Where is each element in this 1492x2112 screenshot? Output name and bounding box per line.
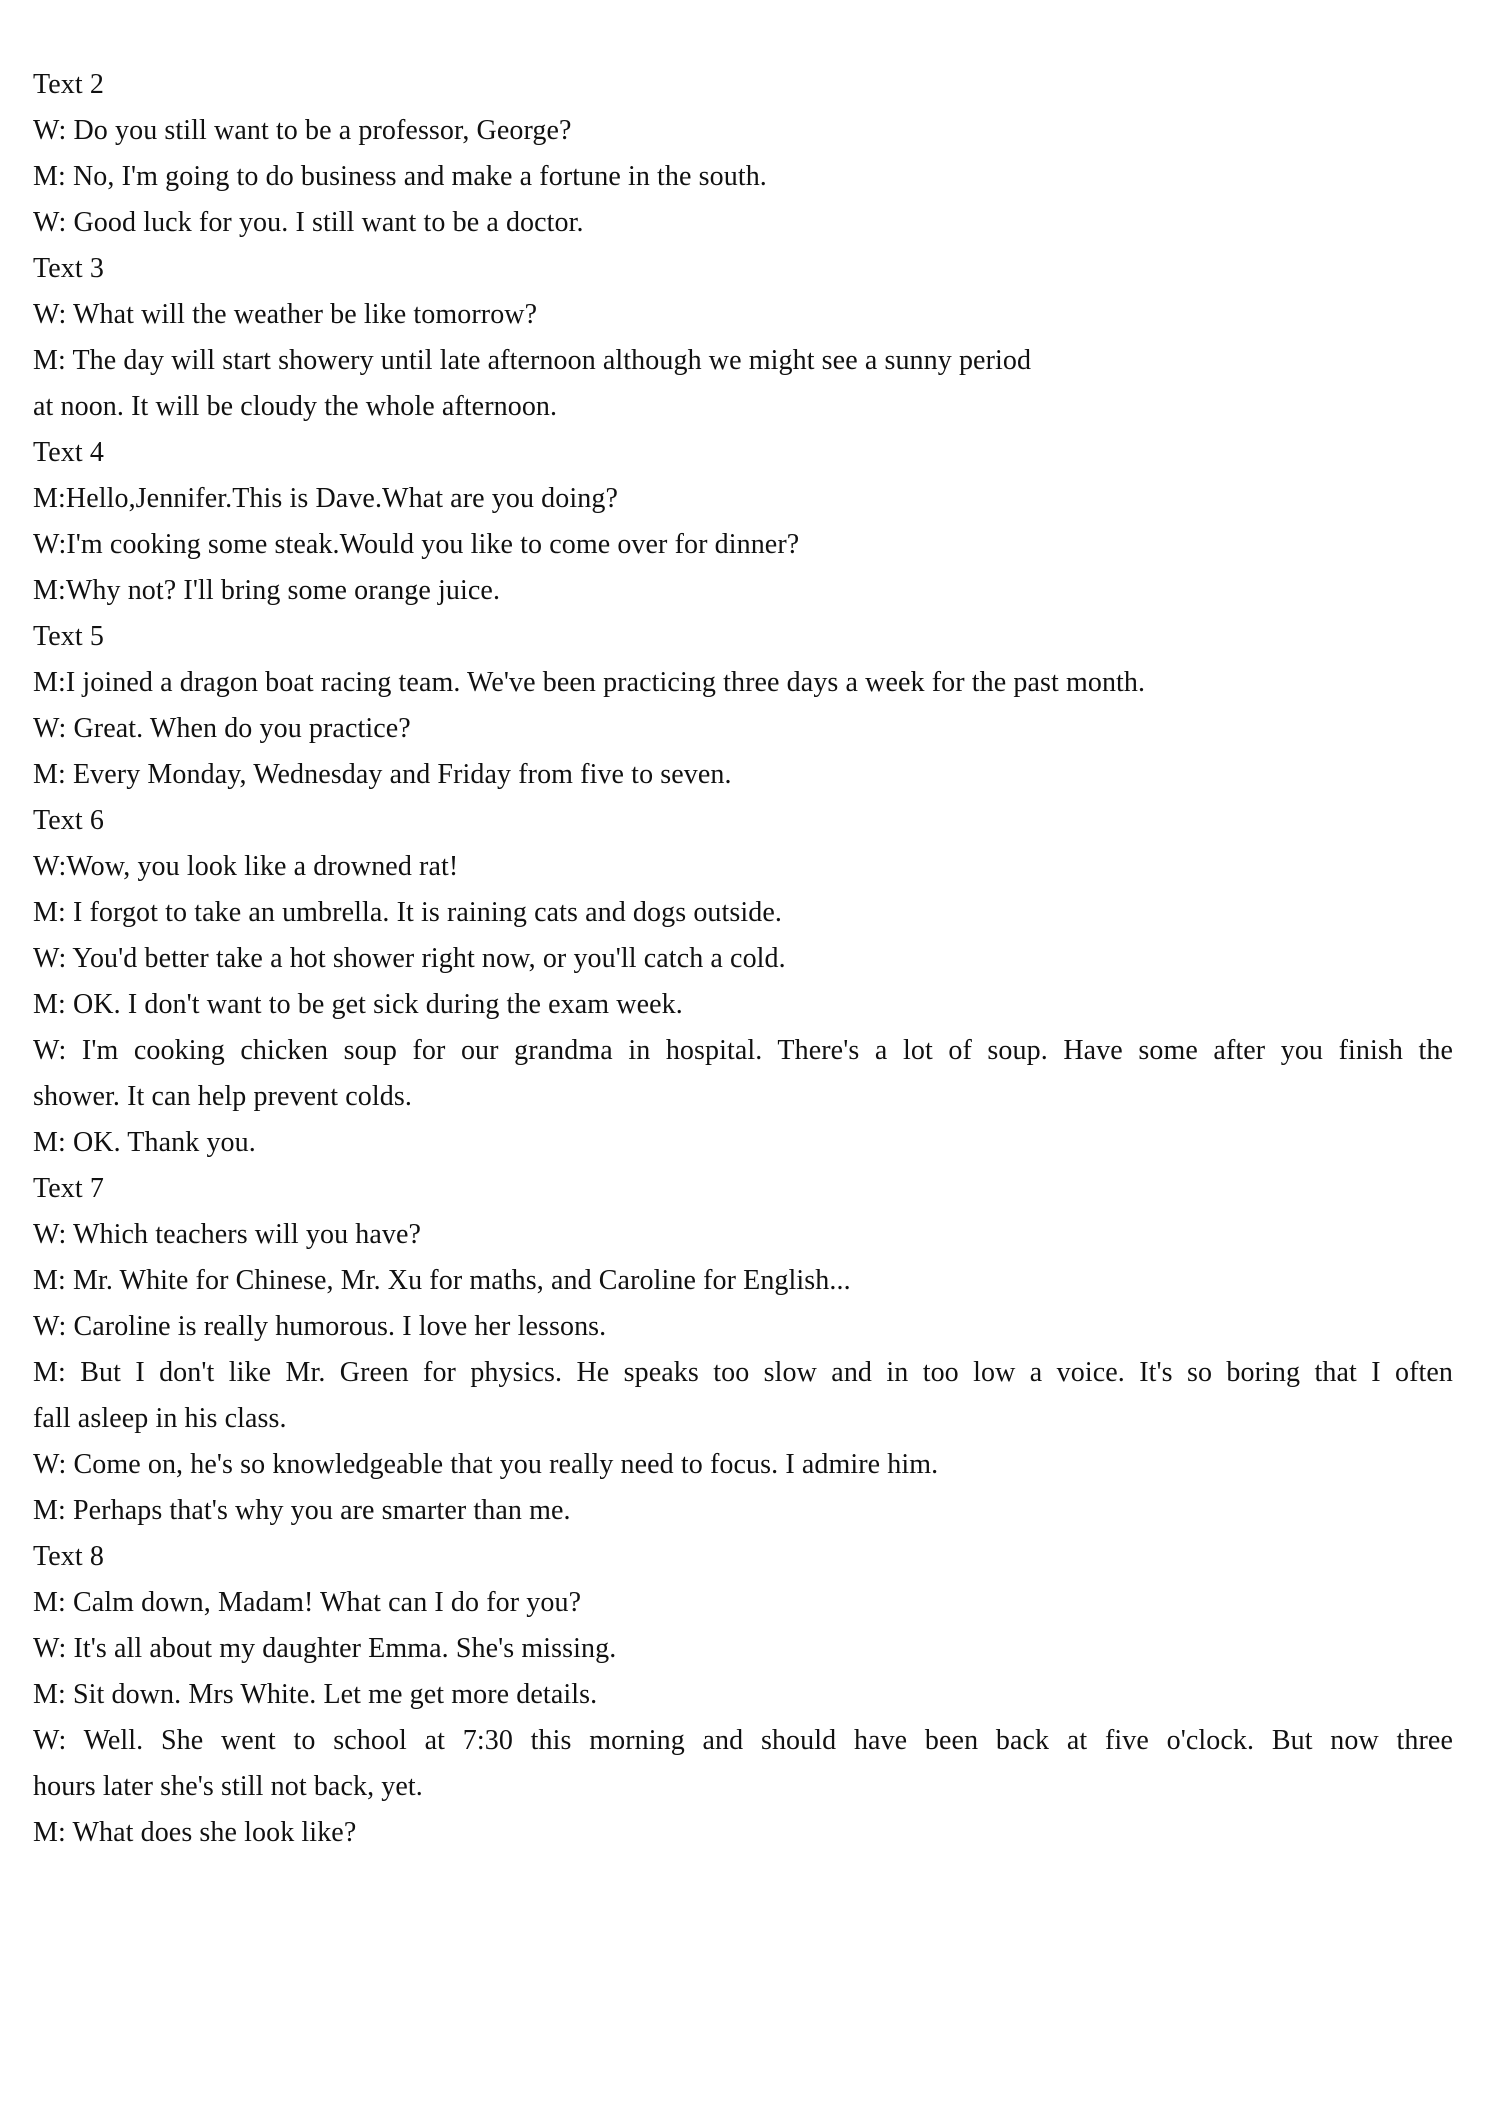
- dialogue-line: M: But I don't like Mr. Green for physics. He speaks too slow and in too low a voice. It's so boring that I often: [33, 1357, 1453, 1388]
- dialogue-line: W: I'm cooking chicken soup for our grandma in hospital. There's a lot of soup. Have some after you finish the: [33, 1035, 1453, 1066]
- dialogue-line: M: No, I'm going to do business and make a fortune in the south.: [33, 161, 767, 192]
- section-heading-text-6: Text 6: [33, 805, 104, 836]
- dialogue-line: M: The day will start showery until late afternoon although we might see a sunny period: [33, 345, 1032, 376]
- listening-transcript: [33, 62, 1453, 1856]
- dialogue-line: M: OK. Thank you.: [33, 1127, 256, 1158]
- dialogue-line: W: Well. She went to school at 7:30 this morning and should have been back at five o'clock. But now three: [33, 1725, 1453, 1756]
- dialogue-line: W: You'd better take a hot shower right now, or you'll catch a cold.: [33, 943, 786, 974]
- dialogue-line: W: Which teachers will you have?: [33, 1219, 422, 1250]
- dialogue-line: W:Wow, you look like a drowned rat!: [33, 851, 459, 882]
- dialogue-line: W: Come on, he's so knowledgeable that you really need to focus. I admire him.: [33, 1449, 939, 1480]
- dialogue-line: M: Sit down. Mrs White. Let me get more details.: [33, 1679, 598, 1710]
- section-heading-text-5: Text 5: [33, 621, 104, 652]
- dialogue-line-continued: hours later she's still not back, yet.: [33, 1771, 423, 1802]
- dialogue-line: W: Do you still want to be a professor, George?: [33, 115, 572, 146]
- dialogue-line: at noon. It will be cloudy the whole afternoon.: [33, 391, 558, 422]
- dialogue-line: M: I forgot to take an umbrella. It is raining cats and dogs outside.: [33, 897, 783, 928]
- dialogue-line: W: Good luck for you. I still want to be a doctor.: [33, 207, 584, 238]
- dialogue-line-continued: fall asleep in his class.: [33, 1403, 287, 1434]
- section-heading-text-2: Text 2: [33, 69, 104, 100]
- section-heading-text-4: Text 4: [33, 437, 104, 468]
- dialogue-line: W: What will the weather be like tomorrow?: [33, 299, 538, 330]
- section-heading-text-3: Text 3: [33, 253, 104, 284]
- dialogue-line: M: Every Monday, Wednesday and Friday from five to seven.: [33, 759, 732, 790]
- dialogue-line: M:I joined a dragon boat racing team. We've been practicing three days a week for the past month.: [33, 667, 1146, 698]
- dialogue-line: M:Why not? I'll bring some orange juice.: [33, 575, 501, 606]
- section-heading-text-8: Text 8: [33, 1541, 104, 1572]
- dialogue-line: W:I'm cooking some steak.Would you like to come over for dinner?: [33, 529, 800, 560]
- dialogue-line: M:Hello,Jennifer.This is Dave.What are you doing?: [33, 483, 618, 514]
- dialogue-line: M: OK. I don't want to be get sick during the exam week.: [33, 989, 683, 1020]
- dialogue-line: W: It's all about my daughter Emma. She's missing.: [33, 1633, 617, 1664]
- section-heading-text-7: Text 7: [33, 1173, 104, 1204]
- dialogue-line: W: Great. When do you practice?: [33, 713, 411, 744]
- dialogue-line: W: Caroline is really humorous. I love her lessons.: [33, 1311, 607, 1342]
- dialogue-line: M: Perhaps that's why you are smarter than me.: [33, 1495, 571, 1526]
- dialogue-line: M: Calm down, Madam! What can I do for you?: [33, 1587, 582, 1618]
- dialogue-line: M: Mr. White for Chinese, Mr. Xu for maths, and Caroline for English...: [33, 1265, 851, 1296]
- dialogue-line-continued: shower. It can help prevent colds.: [33, 1081, 412, 1112]
- dialogue-line: M: What does she look like?: [33, 1817, 357, 1848]
